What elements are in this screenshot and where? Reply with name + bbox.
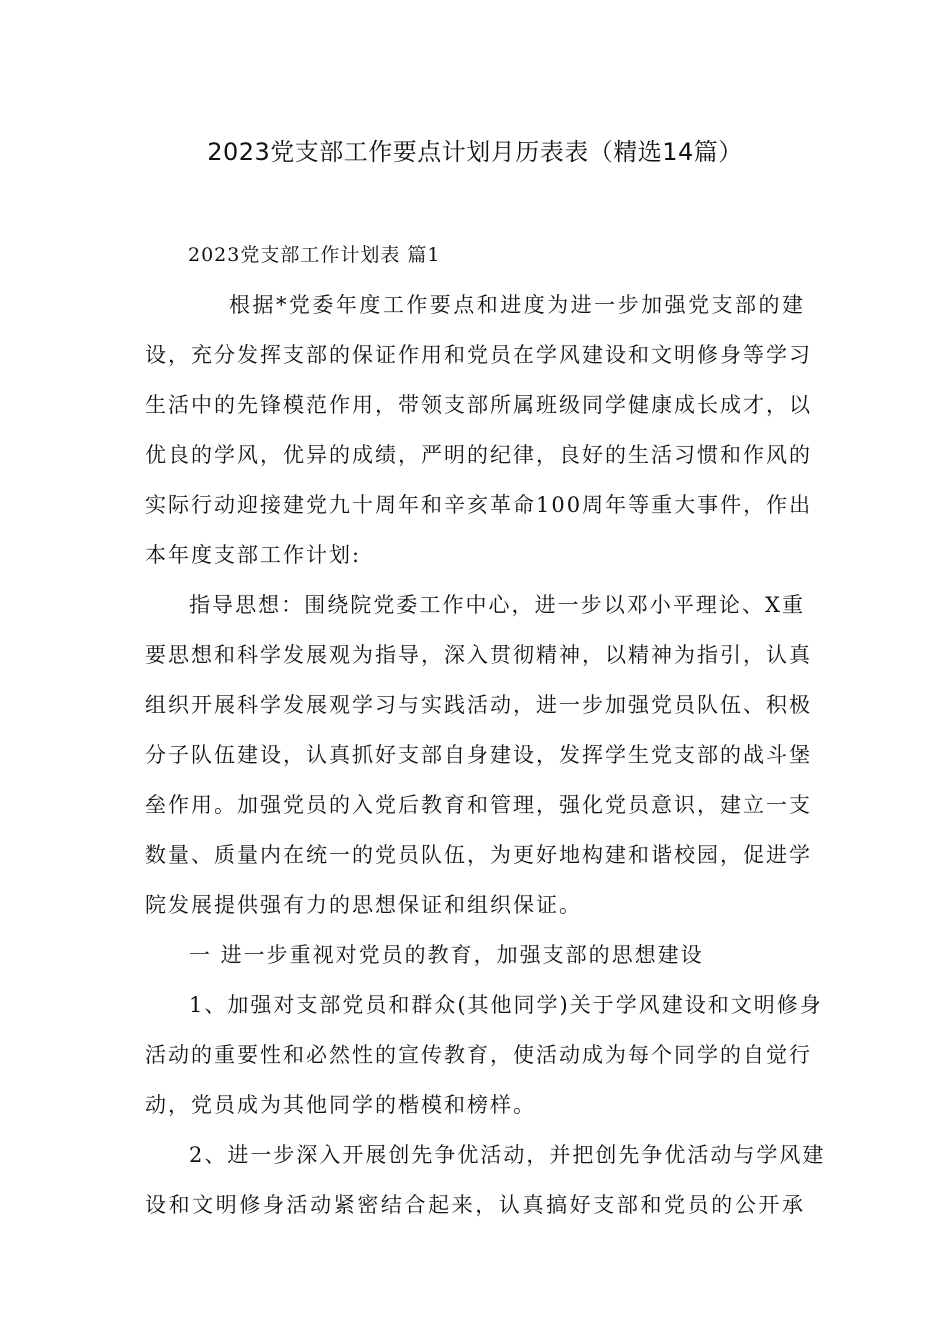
paragraph-line: 指导思想：围绕院党委工作中心，进一步以邓小平理论、X重 [189,593,805,617]
paragraph-line: 要思想和科学发展观为指导，深入贯彻精神，以精神为指引，认真 [145,643,812,667]
paragraph-line: 设和文明修身活动紧密结合起来，认真搞好支部和党员的公开承 [145,1193,805,1217]
paragraph-line: 本年度支部工作计划: [145,543,362,567]
paragraph-line: 数量、质量内在统一的党员队伍，为更好地构建和谐校园，促进学 [145,843,812,867]
paragraph-line: 动，党员成为其他同学的楷模和榜样。 [145,1093,536,1117]
paragraph-line: 根据*党委年度工作要点和进度为进一步加强党支部的建 [229,293,805,317]
paragraph-line: 活动的重要性和必然性的宣传教育，使活动成为每个同学的自觉行 [145,1043,812,1067]
paragraph-line: 2、进一步深入开展创先争优活动，并把创先争优活动与学风建 [189,1143,826,1167]
subsection-heading: 一 进一步重视对党员的教育，加强支部的思想建设 [189,943,704,967]
paragraph-line: 院发展提供强有力的思想保证和组织保证。 [145,893,582,917]
paragraph-line: 1、加强对支部党员和群众(其他同学)关于学风建设和文明修身 [189,993,823,1017]
paragraph-line: 设，充分发挥支部的保证作用和党员在学风建设和文明修身等学习 [145,343,812,367]
paragraph-line: 垒作用。加强党员的入党后教育和管理，强化党员意识，建立一支 [145,793,812,817]
document-title: 2023党支部工作要点计划月历表表（精选14篇） [207,138,743,166]
paragraph-line: 分子队伍建设，认真抓好支部自身建设，发挥学生党支部的战斗堡 [145,743,812,767]
paragraph-line: 生活中的先锋模范作用，带领支部所属班级同学健康成长成才，以 [145,393,812,417]
paragraph-line: 优良的学风，优异的成绩，严明的纪律，良好的生活习惯和作风的 [145,443,812,467]
paragraph-line: 实际行动迎接建党九十周年和辛亥革命100周年等重大事件，作出 [145,493,813,517]
section-heading: 2023党支部工作计划表 篇1 [188,244,441,266]
paragraph-line: 组织开展科学发展观学习与实践活动，进一步加强党员队伍、积极 [145,693,812,717]
